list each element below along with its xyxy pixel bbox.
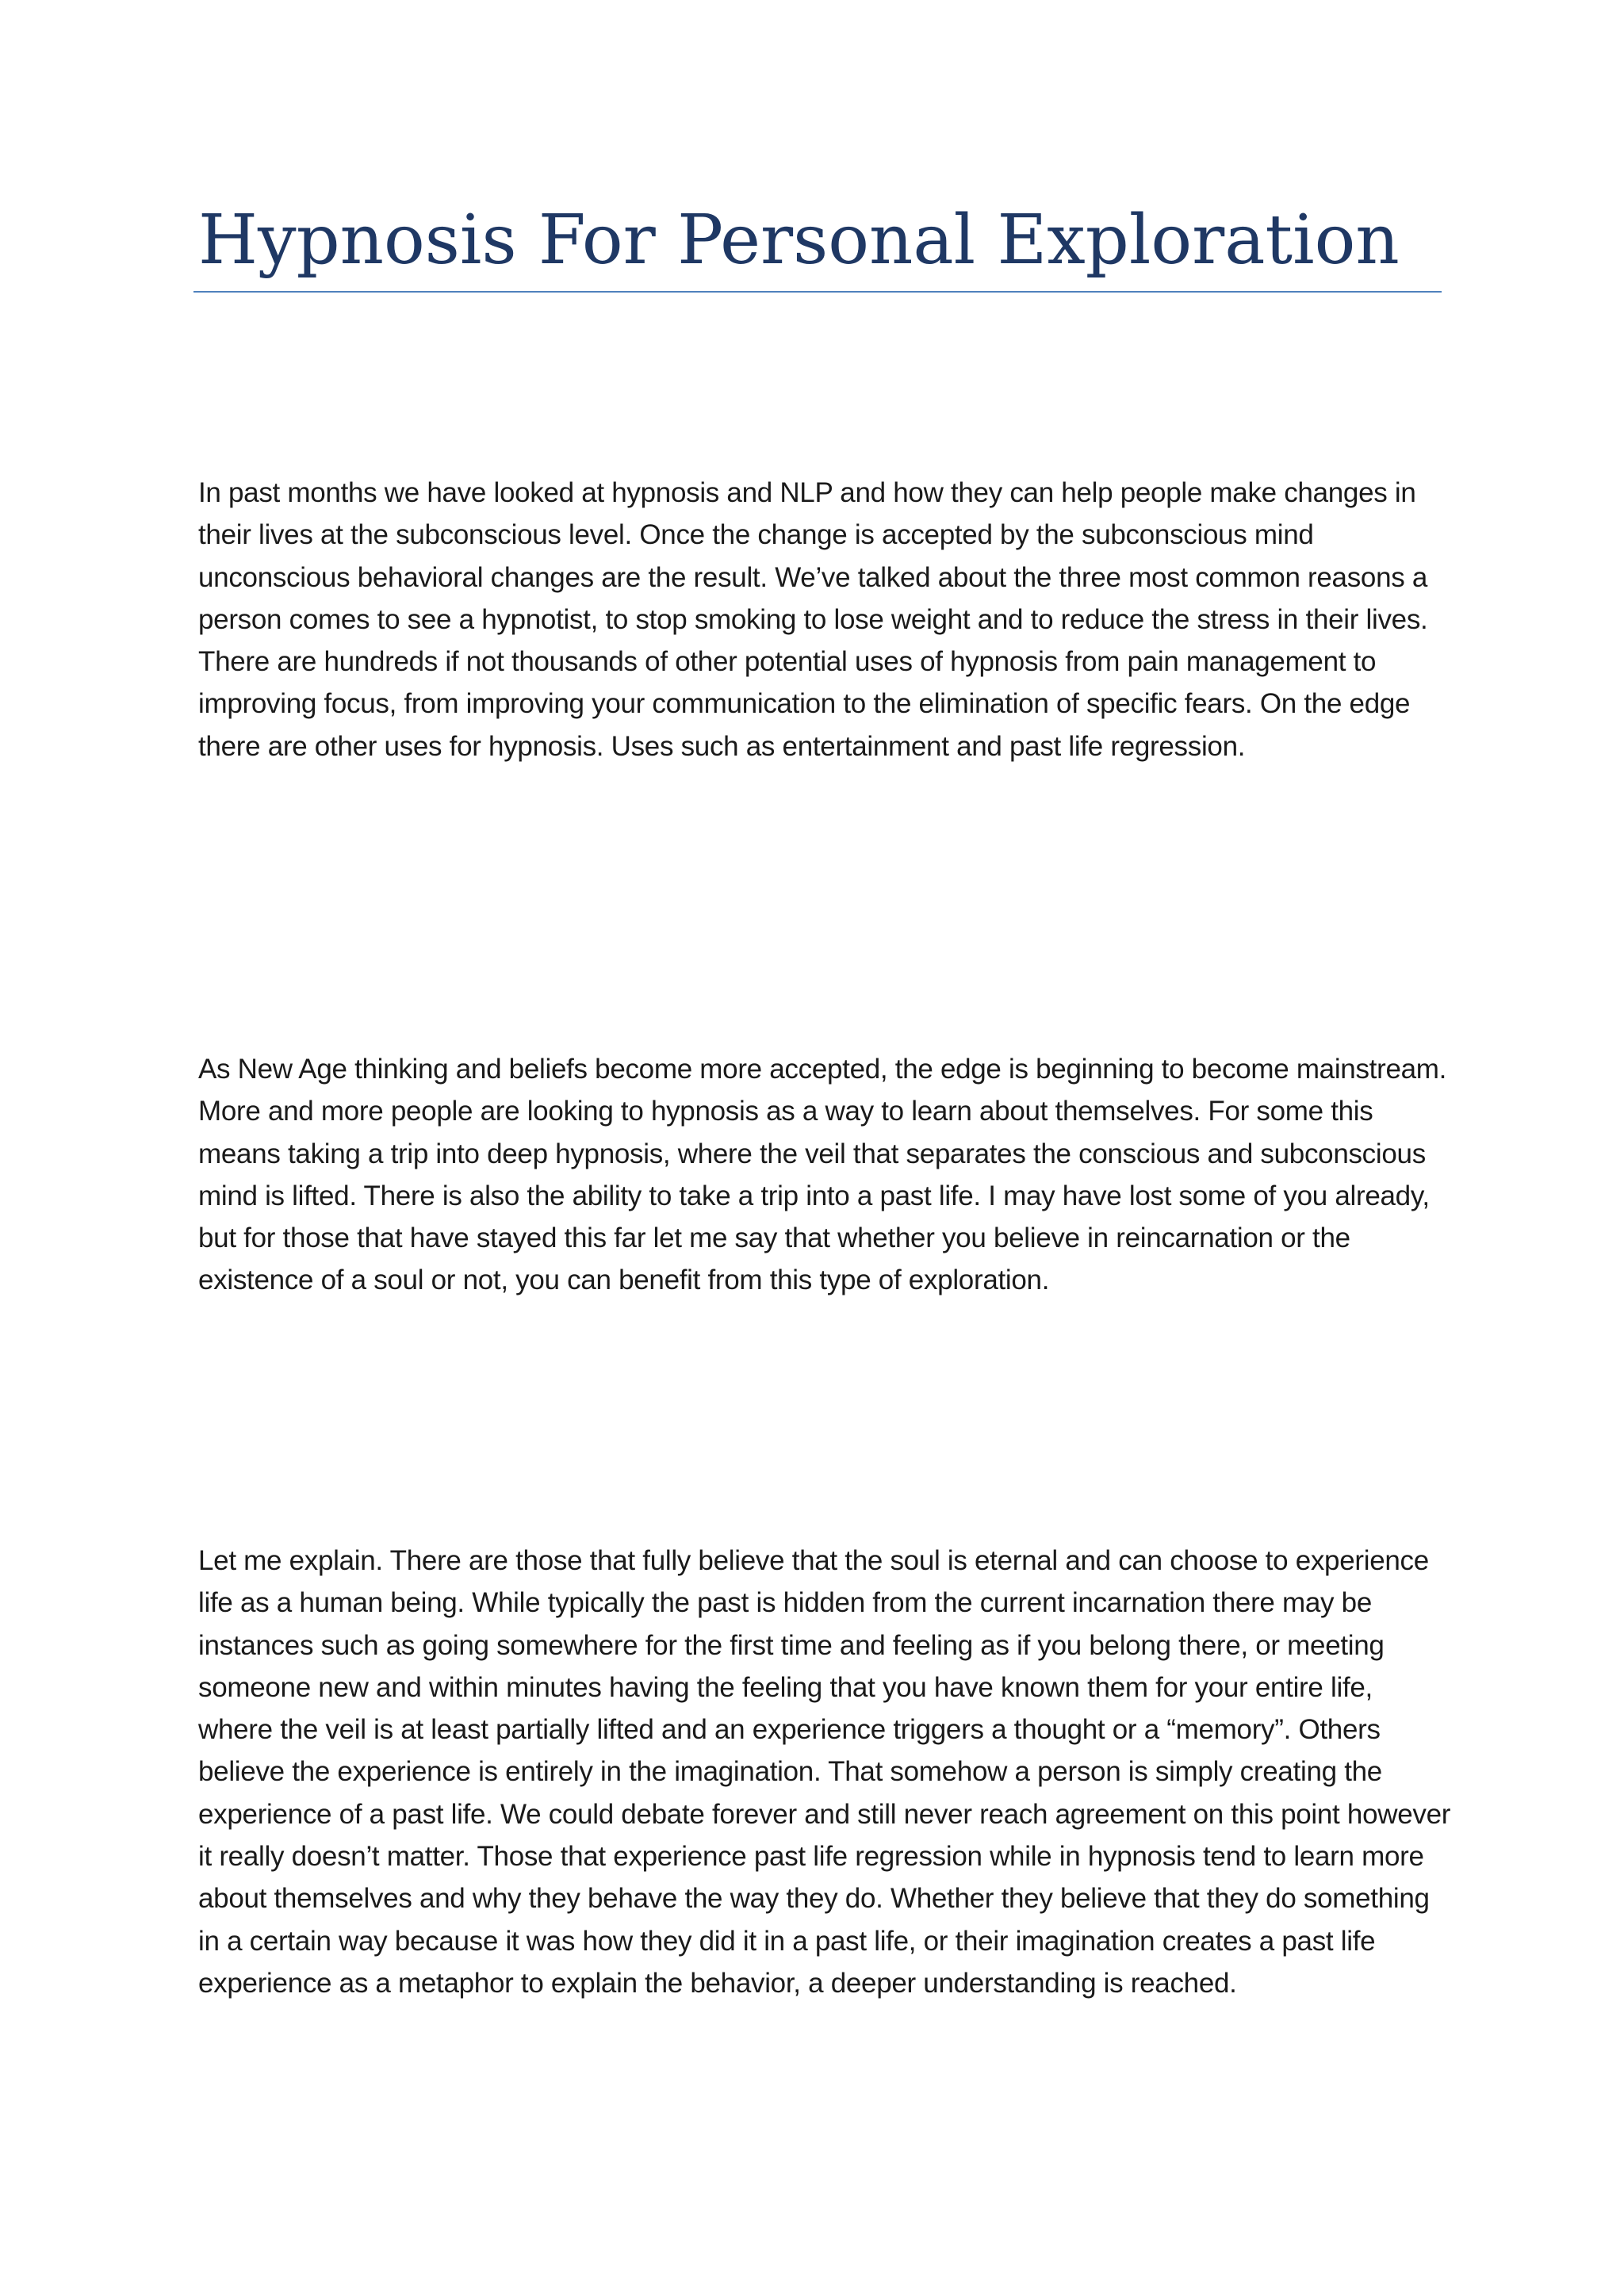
paragraph-explanation: Let me explain. There are those that fully believe that the soul is eternal and can choose to experience life as a human being. While typically the past is hidden from the current incarnation there may be instances such as going somewhere for the first time and feeling as if you belong there, or meeting someone new and within minutes having the feeling that you have known them for your entire life, where the veil is at least partially lifted and an experience triggers a thought or a “memory”. Others believe the experience is entirely in the imagination. That somehow a person is simply creating the experience of a past life. We could debate forever and still never reach agreement on this point however it really doesn’t matter. Those that experience past life regression while in hypnosis tend to learn more about themselves and why they behave the way they do. Whether they believe that they do something in a certain way because it was how they did it in a past life, or their imagination creates a past life experience as a metaphor to explain the behavior, a deeper understanding is reached. [198,1545,1451,1999]
title-underline [193,291,1442,293]
paragraph-intro: In past months we have looked at hypnosis and NLP and how they can help people make changes in their lives at the subconscious level. Once the change is accepted by the subconscious mind unconscious behavioral changes are the result. We’ve talked about the three most common reasons a person comes to see a hypnotist, to stop smoking to lose weight and to reduce the stress in their lives. There are hundreds if not thousands of other potential uses of hypnosis from pain management to improving focus, from improving your communication to the elimination of specific fears. On the edge there are other uses for hypnosis. Uses such as entertainment and past life regression. [198,477,1428,762]
document-title: Hypnosis For Personal Exploration [198,201,1400,280]
paragraph-new-age: As New Age thinking and beliefs become more accepted, the edge is beginning to become mainstream. More and more people are looking to hypnosis as a way to learn about themselves. For some this means taking a trip into deep hypnosis, where the veil that separates the conscious and subconscious mind is lifted. There is also the ability to take a trip into a past life. I may have lost some of you already, but for those that have stayed this far let me say that whether you believe in reincarnation or the existence of a soul or not, you can benefit from this type of exploration. [198,1054,1447,1296]
